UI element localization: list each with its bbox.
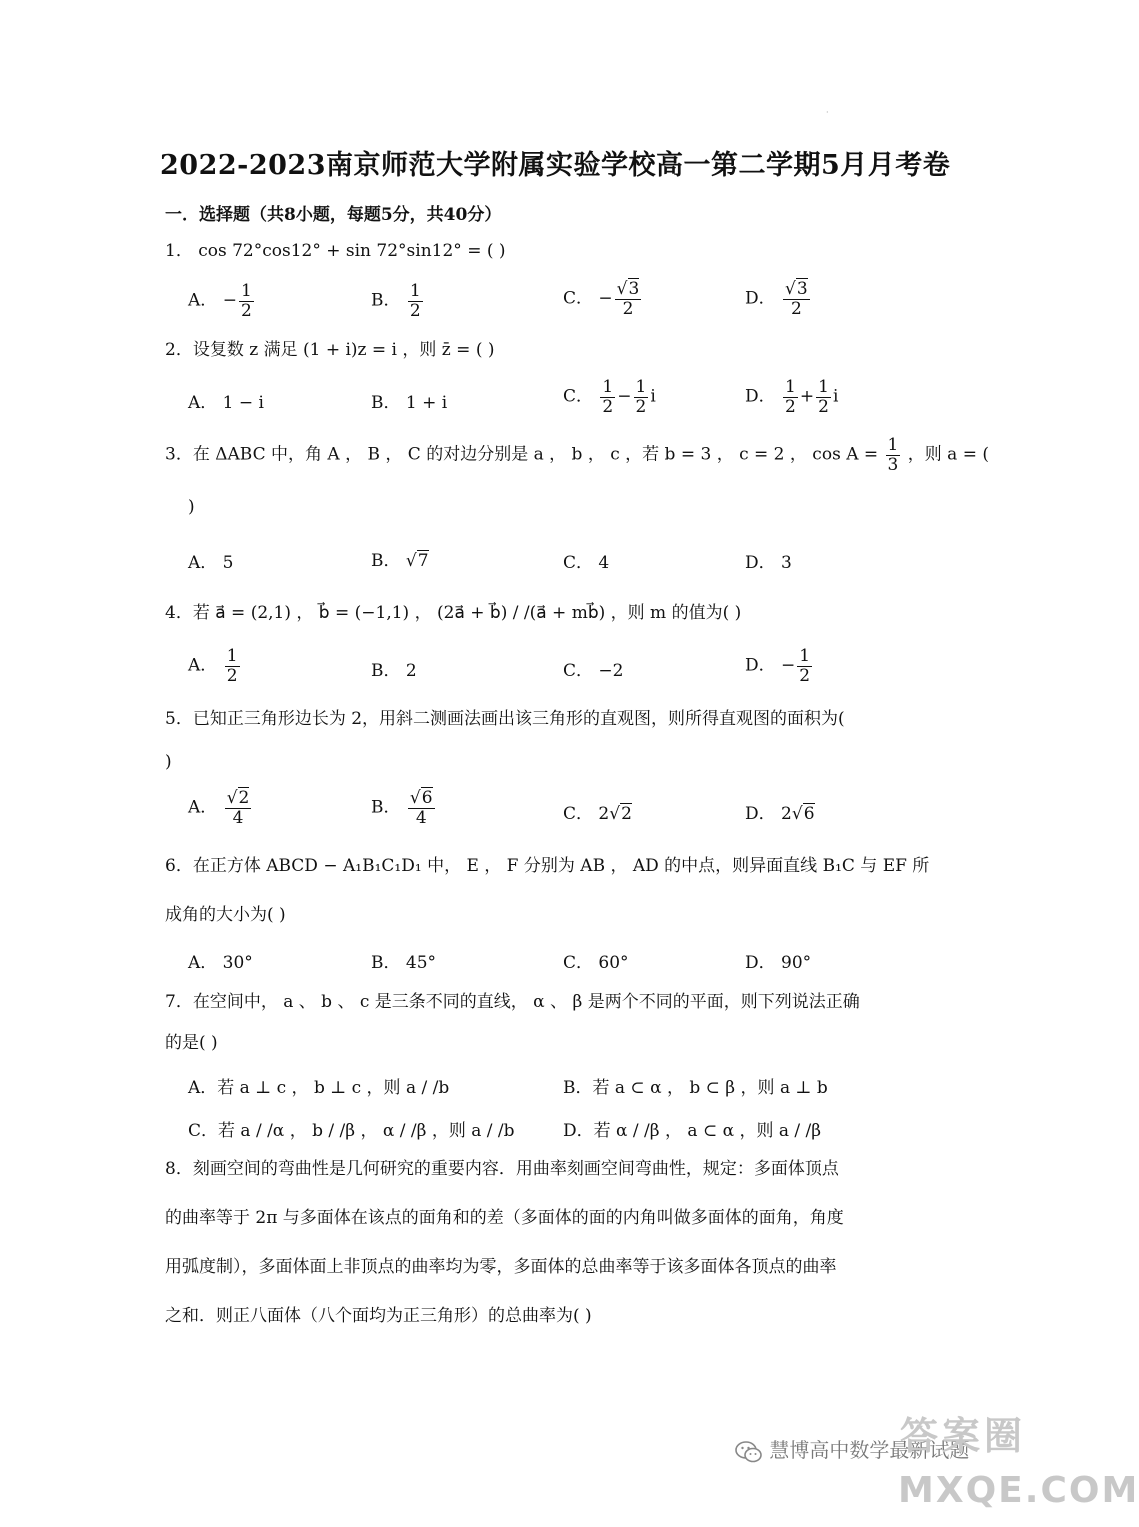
q1-option-d: D． $\frac{√3}{2}$ — [745, 279, 808, 319]
question-8-line: 8．刻画空间的弯曲性是几何研究的重要内容．用曲率刻画空间弯曲性，规定：多面体顶点 — [165, 1159, 839, 1179]
q3-option-c: C． 4 — [563, 553, 610, 573]
q4-option-c: C． −2 — [563, 661, 624, 681]
question-6-stem-line-2: 成角的大小为( ) — [165, 905, 286, 925]
q5-option-b: B． $\frac{√6}{4}$ — [371, 788, 433, 828]
question-8-line: 之和．则正八面体（八个面均为正三角形）的总曲率为( ) — [165, 1306, 592, 1326]
page-title: 2022-2023南京师范大学附属实验学校高一第二学期5月月考卷 — [160, 150, 951, 181]
q3-option-d: D． 3 — [745, 553, 792, 573]
wechat-icon — [735, 1438, 769, 1462]
question-8-line: 用弧度制），多面体面上非顶点的曲率均为零，多面体的总曲率等于该多面体各顶点的曲率 — [165, 1257, 837, 1277]
q6-option-b: B． 45° — [371, 953, 437, 973]
question-3-stem: 3．在 ΔABC 中，角 A ， B ， C 的对边分别是 a ， b ， c ，若 b = 3 ， c = 2 ， cos A = $\frac{1}{3}$ ，则 a = ( — [165, 435, 989, 475]
q2-option-c: C． $\frac{1}{2}$ − $\frac{1}{2}$ i — [563, 377, 656, 417]
q6-option-c: C． 60° — [563, 953, 629, 973]
q5-option-d: D． 2√6 — [745, 804, 815, 824]
question-7-stem-line-2: 的是( ) — [165, 1033, 218, 1053]
question-8-line: 的曲率等于 2π 与多面体在该点的面角和的差（多面体的面的内角叫做多面体的面角，角度 — [165, 1208, 844, 1228]
q2-option-b: B． 1 + i — [371, 393, 448, 413]
q6-option-d: D． 90° — [745, 953, 812, 973]
question-4-stem: 4．若 a⃗ = (2,1) ， b⃗ = (−1,1) ， (2a⃗ + b⃗) / /(a⃗ + mb⃗) ，则 m 的值为( ) — [165, 603, 742, 623]
question-5-stem: 5．已知正三角形边长为 2，用斜二测画法画出该三角形的直观图，则所得直观图的面积为( — [165, 709, 845, 729]
q2-option-a: A． 1 − i — [188, 393, 264, 413]
q2-option-d: D． $\frac{1}{2}$ + $\frac{1}{2}$ i — [745, 377, 839, 417]
q7-option-b: B．若 a ⊂ α ， b ⊂ β ，则 a ⊥ b — [563, 1078, 828, 1098]
q4-option-b: B． 2 — [371, 661, 417, 681]
section-heading: 一．选择题（共8小题，每题5分，共40分） — [165, 205, 502, 225]
question-7-stem-line-1: 7．在空间中， a 、 b 、 c 是三条不同的直线， α 、 β 是两个不同的平面，则下列说法正确 — [165, 992, 860, 1012]
q5-option-a: A． $\frac{√2}{4}$ — [188, 788, 250, 828]
stray-dot: · — [826, 108, 829, 117]
question-6-stem-line-1: 6．在正方体 ABCD − A₁B₁C₁D₁ 中， E ， F 分别为 AB ， AD 的中点，则异面直线 B₁C 与 EF 所 — [165, 856, 930, 876]
q4-option-d: D． − $\frac{1}{2}$ — [745, 646, 811, 686]
watermark-text: 慧博高中数学最新试题 — [769, 1438, 970, 1462]
q7-option-c: C．若 a / /α ， b / /β ， α / /β ，则 a / /b — [188, 1121, 515, 1141]
watermark-site: MXQE.COM — [898, 1470, 1139, 1511]
q1-option-a: A． − $\frac{1}{2}$ — [188, 281, 252, 321]
question-2-stem: 2．设复数 z 满足 (1 + i)z = i ，则 z̄ = ( ) — [165, 340, 495, 360]
q7-option-a: A．若 a ⊥ c ， b ⊥ c ，则 a / /b — [188, 1078, 450, 1098]
q3-option-b: B． √7 — [371, 551, 429, 571]
q1-option-b: B． $\frac{1}{2}$ — [371, 281, 421, 321]
q1-option-c: C． − $\frac{√3}{2}$ — [563, 279, 640, 319]
question-3-close-paren: ) — [188, 497, 195, 517]
question-1-stem: 1． cos 72°cos12° + sin 72°sin12° = ( ) — [165, 241, 506, 261]
q7-option-d: D．若 α / /β ， a ⊂ α ，则 a / /β — [563, 1121, 822, 1141]
q3-option-a: A． 5 — [188, 553, 234, 573]
question-8-stem — [165, 1145, 844, 1341]
q6-option-a: A． 30° — [188, 953, 253, 973]
q4-option-a: A． $\frac{1}{2}$ — [188, 646, 238, 686]
question-5-close-paren: ) — [165, 752, 172, 772]
watermark-stamp: 答案圈 — [900, 1414, 1027, 1458]
q5-option-c: C． 2√2 — [563, 804, 632, 824]
